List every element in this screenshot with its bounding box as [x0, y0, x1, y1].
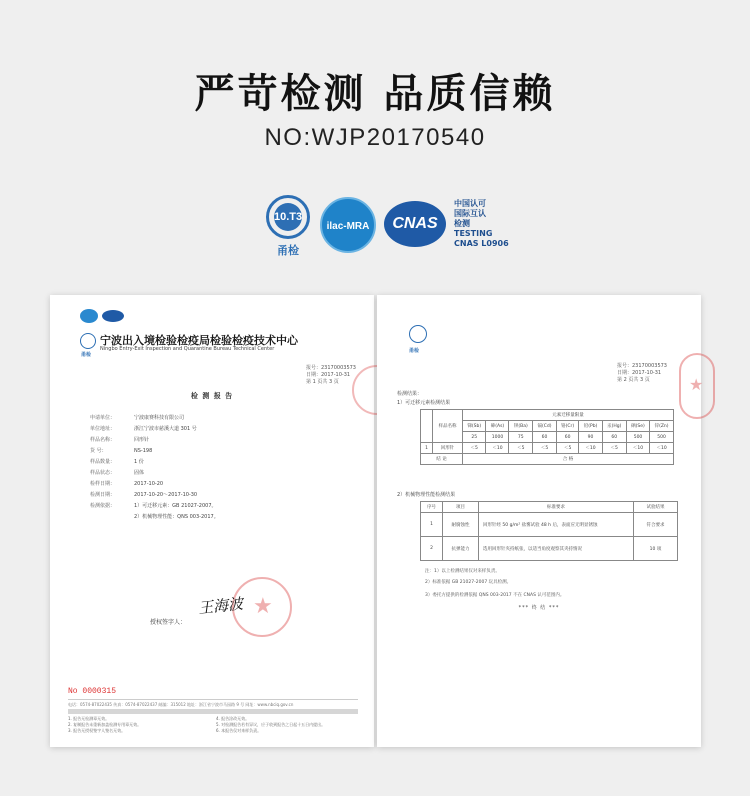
cnas-line: CNAS L0906: [454, 239, 509, 248]
mini-logos: [80, 309, 130, 323]
cnas-line: 国际互认: [454, 209, 486, 218]
notes-header-bar: [68, 709, 358, 714]
note-line: 6. 本报告仅对来样负责。: [216, 728, 262, 733]
table-cell: 25: [463, 432, 486, 443]
table-cell: 耐腐蚀性: [443, 513, 479, 537]
end-mark: *** 终 结 ***: [518, 605, 560, 611]
table-cell: 硒(Se): [626, 421, 649, 432]
table-cell: 铅(Pb): [579, 421, 602, 432]
table-cell: ＜5: [533, 443, 557, 454]
report-page-1: [50, 295, 374, 747]
ct-label: 甬检: [409, 348, 420, 354]
contact-footline: 电话：0574-87022435 传真：0574-87022437 邮编：315012 地址：浙江省宁波市马园路 9 号 网址：www.nbciq.gov.cn: [68, 699, 358, 708]
table-cell: 合 格: [463, 454, 674, 465]
report-refs: [617, 363, 667, 384]
table-cell: 标准要求: [479, 502, 634, 513]
note-line: 4. 报告涂改无效。: [216, 716, 250, 721]
star-icon: ★: [253, 594, 273, 619]
table-cell: 60: [533, 432, 557, 443]
field-row: 货 号： NS-198: [90, 448, 153, 454]
field-row: 检测日期： 2017-10-20～2017-10-30: [90, 492, 198, 498]
table-cell: 10 项: [634, 537, 678, 561]
note-line: 5. 对检测报告若有异议，应于收到报告之日起十五日内提出。: [216, 722, 326, 727]
serial-number: No 0000315: [68, 687, 117, 696]
table-cell: 75: [509, 432, 533, 443]
table-cell: 回形针经 50 g/m² 盐雾试验 48 h 后，表面应无明显锈蚀: [479, 513, 634, 537]
field-row: 样品数量： 1 份: [90, 459, 144, 465]
ct-label: 甬检: [277, 244, 299, 257]
table-cell: ＜10: [579, 443, 602, 454]
table-cell: 镉(Cd): [533, 421, 557, 432]
ct-badge-icon: [266, 195, 310, 239]
cnas-mini-icon: [102, 310, 124, 322]
field-row: 2）机械物理性能：QNS 003-2017。: [134, 514, 219, 520]
ref-line: 日期：2017-10-31: [617, 370, 662, 376]
note-line: 3. 报告无授权签字人签名无效。: [68, 728, 126, 733]
institution-name-en: Ningbo Entry-Exit Inspection and Quarantine Bureau Technical Center: [100, 346, 275, 352]
cnas-logo: CNAS: [384, 201, 446, 247]
table-cell: 1000: [486, 432, 509, 443]
table-cell: 序号: [421, 502, 443, 513]
report-notes: [68, 709, 358, 735]
ilac-mra-logo: ilac-MRA: [320, 197, 376, 253]
cnas-line: 中国认可: [454, 199, 486, 208]
note-line: 2）标准依据 GB 21027-2007 玩具检测。: [425, 580, 512, 585]
table-cell: 500: [650, 432, 674, 443]
table-cell: 选用回形针夹持纸张，以适当角度观察其夹持情况: [479, 537, 634, 561]
table-cell: ＜5: [556, 443, 578, 454]
table-cell: 钡(Ba): [509, 421, 533, 432]
table-cell: 汞(Hg): [602, 421, 626, 432]
table-cell: 1: [421, 513, 443, 537]
note-line: 1. 报告无检测章无效。: [68, 716, 110, 721]
table-cell: 1: [421, 443, 433, 454]
report-refs: [306, 365, 356, 386]
table-cell: 符合要求: [634, 513, 678, 537]
table-cell: 试验结果: [634, 502, 678, 513]
report-fields: [90, 413, 340, 523]
table-cell: 90: [579, 432, 602, 443]
section-1-title: 1）可迁移元素检测结果: [397, 400, 451, 406]
signatory-label: 授权签字人：: [150, 619, 187, 626]
ct-label: 甬检: [81, 352, 92, 358]
seal-stamp: [679, 353, 715, 419]
table-cell: 项目: [443, 502, 479, 513]
ref-line: 报号：23170003573: [306, 365, 356, 371]
table-cell: 样品名称: [433, 410, 463, 443]
note-line: 3）委托方提供的检测依据 QNS 003-2017 不在 CNAS 认可范围内。: [425, 593, 565, 598]
table-cell: 2: [421, 537, 443, 561]
ct-emblem-icon: [80, 333, 96, 349]
ref-line: 第 2 页共 3 页: [617, 377, 650, 383]
cnas-line: TESTING: [454, 229, 493, 238]
table-row: [421, 443, 674, 454]
table-cell: 砷(As): [486, 421, 509, 432]
field-row: 单位地址： 浙江宁波市慈溪大道 301 号: [90, 426, 197, 432]
table-cell: 500: [626, 432, 649, 443]
cnas-accreditation-text: [454, 199, 514, 249]
table-row: [421, 513, 678, 537]
note-line: 注：1）以上检测结果仅对来样负责。: [425, 569, 500, 574]
ct-badge-text: 10.T3: [274, 203, 302, 231]
signature: 王海波: [197, 594, 244, 618]
field-row: 样品状态： 固体: [90, 470, 145, 476]
field-row: 检样日期： 2017-10-20: [90, 481, 164, 487]
table-cell: ＜10: [650, 443, 674, 454]
table-cell: ＜10: [626, 443, 649, 454]
ref-line: 日期：2017-10-31: [306, 372, 351, 378]
cnas-line: 检测: [454, 219, 470, 228]
note-line: 2. 复制报告未重新加盖检测专用章无效。: [68, 722, 142, 727]
ct-emblem-icon: [409, 325, 427, 343]
table-cell: 回形针: [433, 443, 463, 454]
institution-name-zh: 宁波出入境检验检疫局检验检疫技术中心: [100, 334, 298, 347]
institution-header: [80, 329, 360, 359]
element-migration-table: [420, 409, 674, 465]
table-row: [421, 410, 674, 421]
table-cell: 60: [556, 432, 578, 443]
ref-line: 第 1 页共 3 页: [306, 379, 339, 385]
star-icon: ★: [689, 375, 704, 394]
table-cell: 结 论: [421, 454, 463, 465]
table-cell: 铬(Cr): [556, 421, 578, 432]
table-row: [421, 454, 674, 465]
table-cell: 元素迁移量限量: [463, 410, 674, 421]
headline: 严苛检测 品质信赖: [194, 71, 556, 117]
mechanical-test-table: [420, 501, 678, 561]
results-heading: 检测结果：: [397, 391, 423, 397]
table-cell: ＜5: [602, 443, 626, 454]
ilac-mini-icon: [80, 309, 98, 323]
table-cell: [421, 410, 433, 443]
report-title: 检 测 报 告: [190, 392, 234, 400]
table-cell: 锑(Sb): [463, 421, 486, 432]
ref-line: 报号：23170003573: [617, 363, 667, 369]
table-row: [421, 537, 678, 561]
table-cell: 抗弹能力: [443, 537, 479, 561]
section-2-title: 2）机械物理性能检测结果: [397, 492, 456, 498]
ct-logo: [262, 195, 314, 257]
field-row: 检测依据： 1）可迁移元素：GB 21027-2007。: [90, 503, 217, 509]
field-row: 样品名称： 回形针: [90, 437, 150, 443]
table-cell: 60: [602, 432, 626, 443]
table-cell: 锌(Zn): [650, 421, 674, 432]
report-number: NO:WJP20170540: [264, 124, 486, 151]
field-row: 申请单位： 宁波康赛科技有限公司: [90, 415, 185, 421]
table-cell: ＜5: [463, 443, 486, 454]
certification-logos: [262, 195, 512, 257]
table-row: [421, 502, 678, 513]
table-cell: ＜10: [486, 443, 509, 454]
table-cell: ＜5: [509, 443, 533, 454]
report-page-2: [377, 295, 704, 747]
